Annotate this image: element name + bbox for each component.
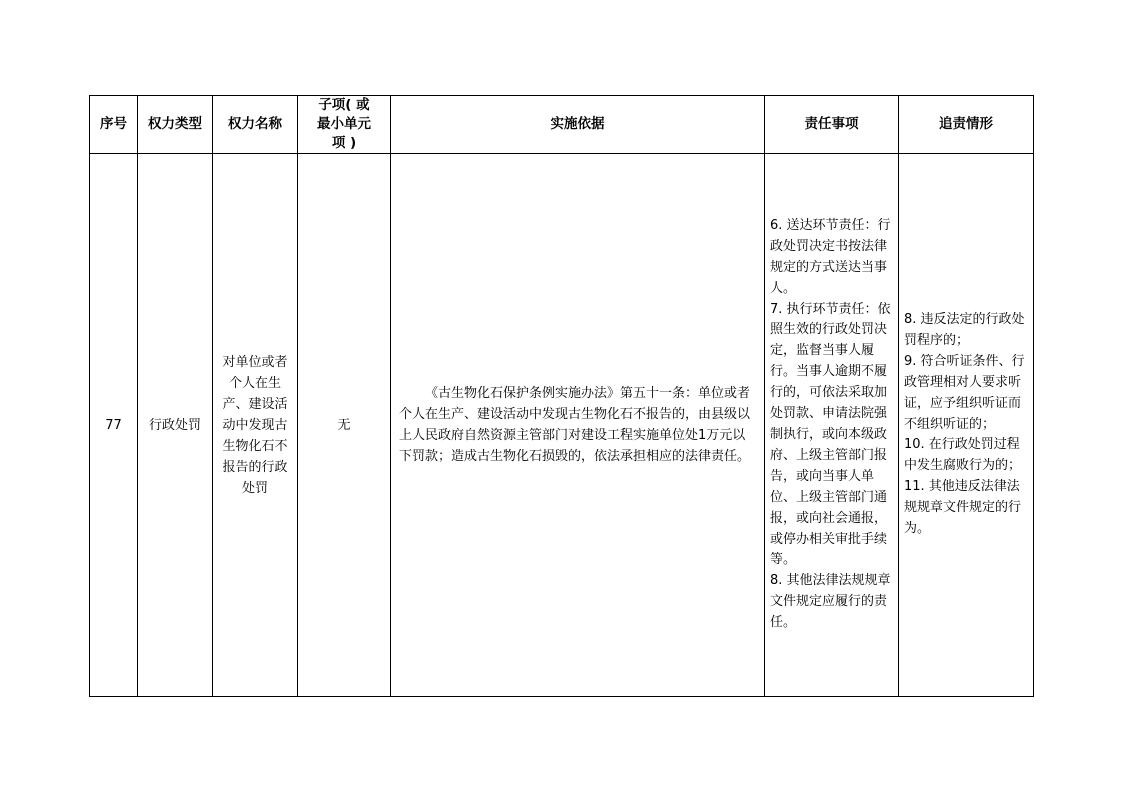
header-seq: 序号 (90, 96, 138, 154)
cell-responsibilities (765, 154, 899, 697)
cell-accountability (899, 154, 1034, 697)
header-sub-item: 子项( 或最小单元项 ) (298, 96, 391, 154)
accountability-item: 8. 违反法定的行政处罚程序的； (904, 312, 1025, 348)
header-responsibilities: 责任事项 (765, 96, 899, 154)
header-accountability: 追责情形 (899, 96, 1034, 154)
accountability-item: 10. 在行政处罚过程中发生腐败行为的； (904, 437, 1022, 474)
cell-basis: 《古生物化石保护条例实施办法》第五十一条：单位或者个人在生产、建设活动中发现古生物化石不报告的，由县级以上人民政府自然资源主管部门对建设工程实施单位处1万元以下罚款；造成古生物化石损毁的，依法承担相应的法律责任。 (391, 154, 765, 697)
accountability-item: 9. 符合听证条件、行政管理相对人要求听证，应予组织听证而不组织听证的； (904, 353, 1025, 432)
header-basis: 实施依据 (391, 96, 765, 154)
cell-seq: 77 (90, 154, 138, 697)
responsibility-item: 8. 其他法律法规规章文件规定应履行的责任。 (770, 573, 891, 631)
header-power-type: 权力类型 (138, 96, 213, 154)
power-list-table (89, 95, 1034, 697)
header-power-name: 权力名称 (213, 96, 298, 154)
accountability-item: 11. 其他违反法律法规规章文件规定的行为。 (904, 479, 1022, 537)
cell-power-name: 对单位或者个人在生产、建设活动中发现古生物化石不报告的行政处罚 (213, 154, 298, 697)
responsibility-item: 7. 执行环节责任：依照生效的行政处罚决定，监督当事人履行。当事人逾期不履行的，可依法采取加处罚款、申请法院强制执行，或向本级政府、上级主管部门报告，或向当事人单位、上级主管部门通报，或向社会通报，或停办相关审批手续等。 (770, 301, 891, 568)
responsibility-item: 6. 送达环节责任：行政处罚决定书按法律规定的方式送达当事人。 (770, 217, 891, 296)
cell-sub-item: 无 (298, 154, 391, 697)
header-row (90, 96, 1034, 154)
table-row (90, 154, 1034, 697)
cell-power-type: 行政处罚 (138, 154, 213, 697)
